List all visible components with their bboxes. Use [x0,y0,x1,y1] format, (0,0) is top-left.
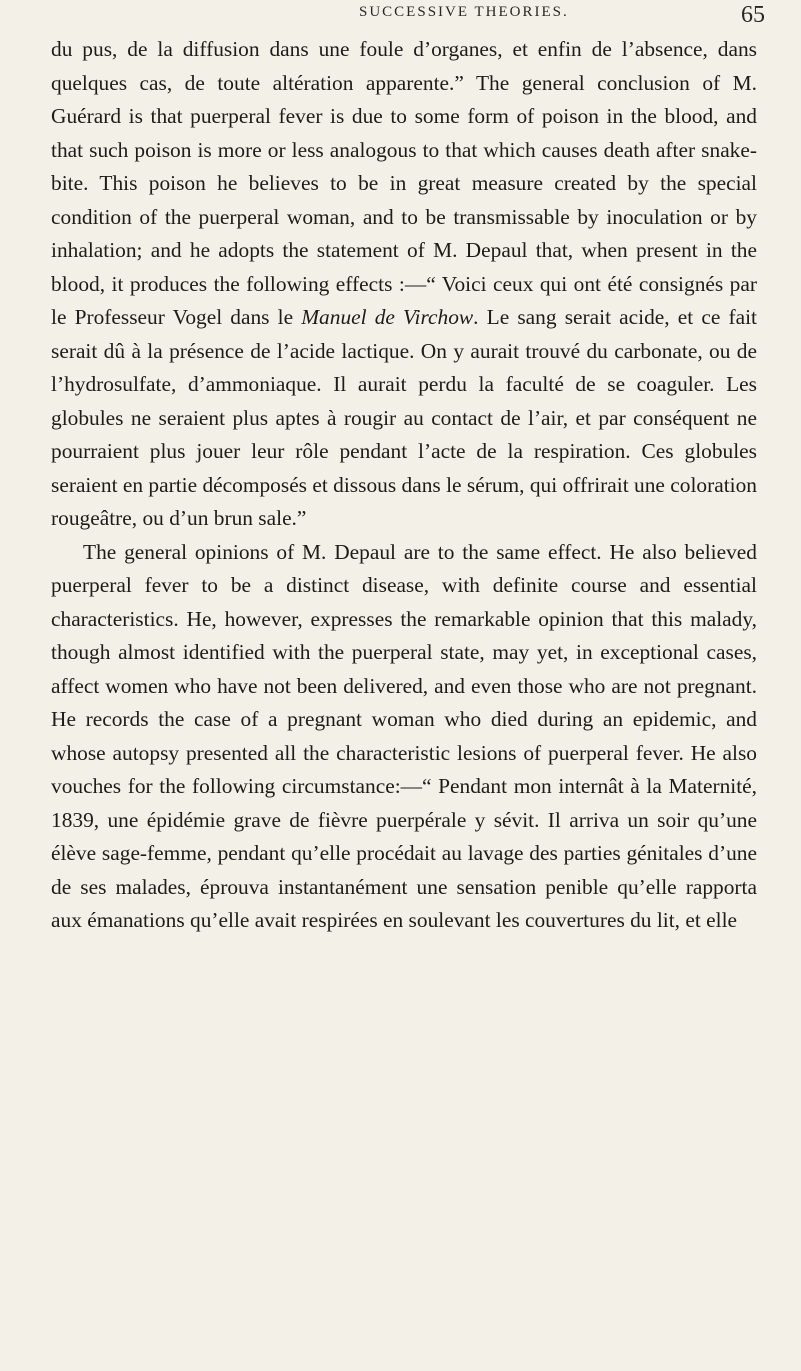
paragraph-1-text-a: du pus, de la diffusion dans une foule d’organes, et enfin de l’absence, dans quelques cas, de toute altération apparente.” The general conclusion of M. Guérard is that puerperal fever is due to some form of poison in the blood, and that such poison is more or less analogous to that which causes death after snake-bite. This poison he believes to be in great measure created by the special condition of the puerperal woman, and to be transmissable by inoculation or by inhalation; and he adopts the statement of M. Depaul that, when present in the blood, it produces the following effects :—“ Voici ceux qui ont été consignés par le Professeur Vogel dans le [51,37,757,329]
paragraph-1 [51,33,757,536]
paragraph-1-text-b: . Le sang serait acide, et ce fait serait dû à la présence de l’acide lactique. On y aurait trouvé du carbonate, ou de l’hydrosulfate, d’ammoniaque. Il aurait perdu la faculté de se coaguler. Les globules ne seraient plus aptes à rougir au contact de l’air, et par conséquent ne pourraient plus jouer leur rôle pendant l’acte de la respiration. Ces globules seraient en partie décomposés et dissous dans le sérum, qui offrirait une coloration rougeâtre, ou d’un brun sale.” [51,305,757,530]
running-title: SUCCESSIVE THEORIES. [359,4,569,20]
paragraph-2-text: The general opinions of M. Depaul are to the same effect. He also believed puerperal fever to be a distinct disease, with definite course and essential characteristics. He, however, expresses the remarkable opinion that this malady, though almost identified with the puerperal state, may yet, in exceptional cases, affect women who have not been delivered, and even those who are not pregnant. He records the case of a pregnant woman who died during an epidemic, and whose autopsy presented all the characteristic lesions of puerperal fever. He also vouches for the following circumstance:—“ Pendant mon internât à la Maternité, 1839, une épidémie grave de fièvre puerpérale y sévit. Il arriva un soir qu’une élève sage-femme, pendant qu’elle procédait au lavage des parties génitales d’une de ses malades, éprouva instantanément une sensation penible qu’elle rapporta aux émanations qu’elle avait respirées en soulevant les couvertures du lit, et elle [51,539,757,932]
paragraph-2 [51,536,757,938]
book-title-italic: Manuel de Virchow [301,305,474,329]
page-number: 65 [741,2,765,28]
running-head [0,4,801,34]
body-text [51,33,757,938]
